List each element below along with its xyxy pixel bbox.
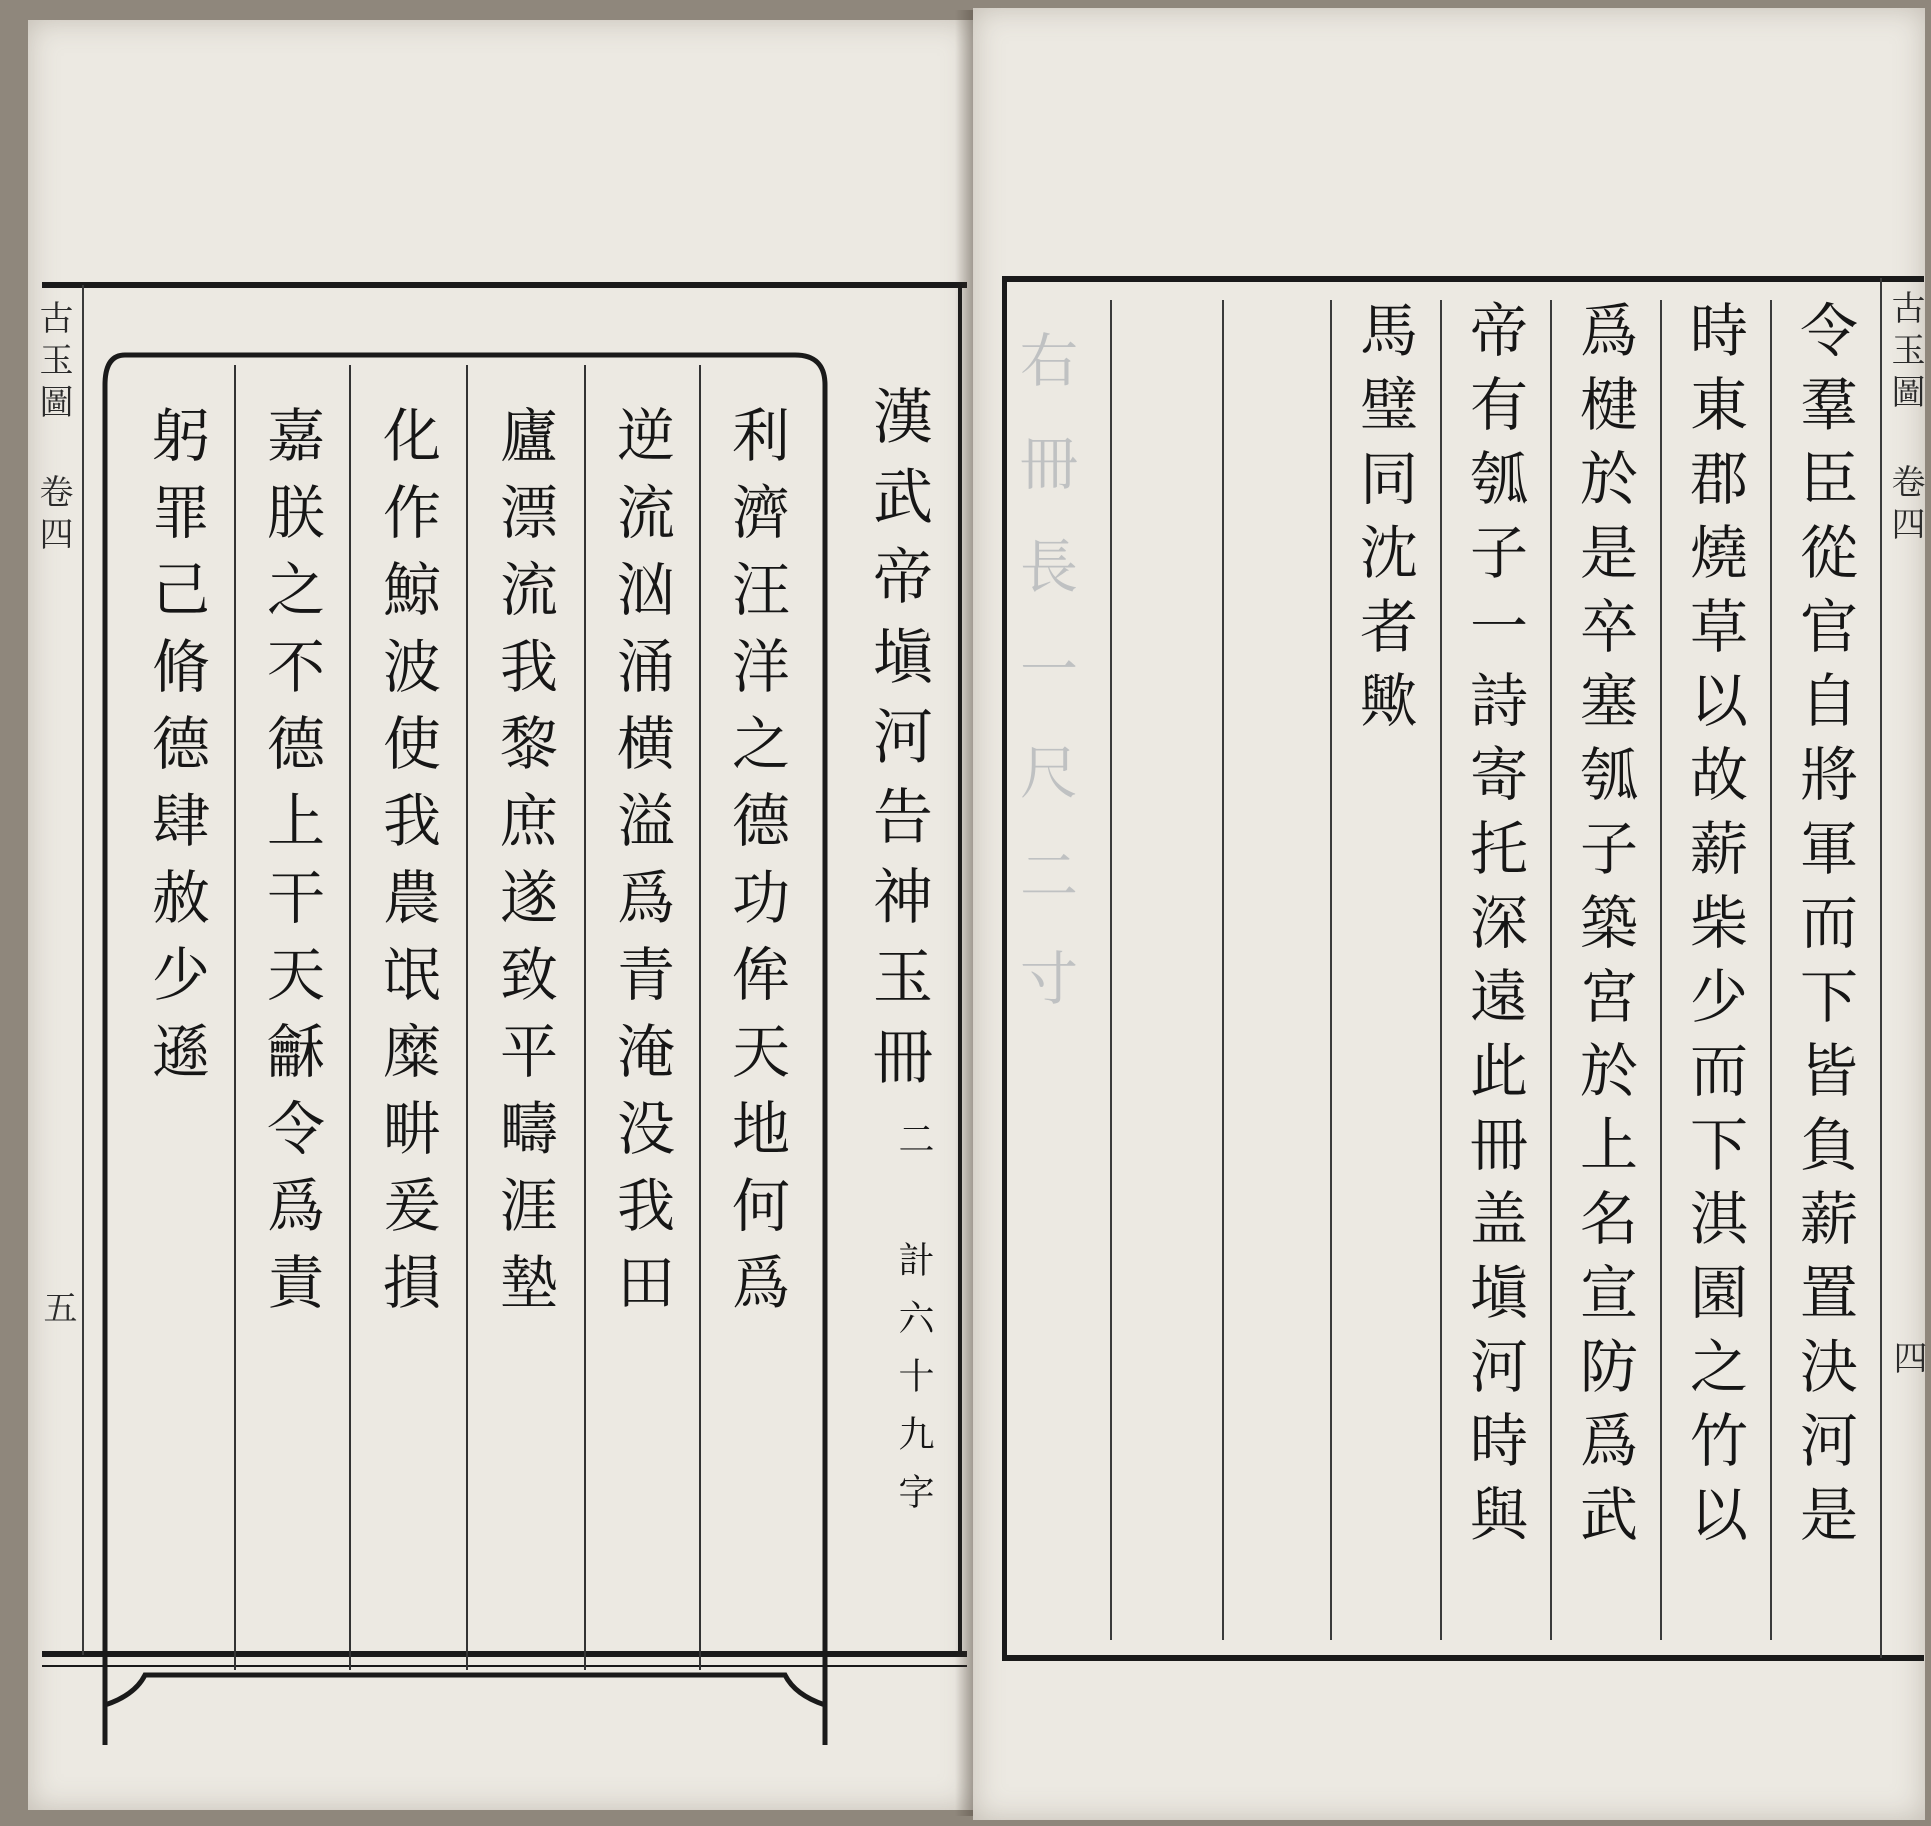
right-column-divider: [1770, 300, 1772, 1640]
character-count-note: 二 計六十九字: [893, 1120, 934, 1531]
tablet-column-2: 逆流汹涌横溢爲青淹没我田: [607, 405, 675, 1329]
bleed-through-text: 右冊長一尺二寸: [1010, 330, 1078, 1051]
right-column-divider: [1550, 300, 1552, 1640]
right-top-rule: [1002, 276, 1924, 282]
left-folio: 五: [37, 1290, 77, 1332]
right-bottom-rule: [1002, 1655, 1924, 1661]
left-top-rule: [42, 282, 967, 288]
inscription-title: 漢武帝塡河告神玉冊: [863, 385, 933, 1105]
right-column-4: 帝有瓠子一詩寄托深遠此冊盖塡河時與: [1460, 300, 1528, 1558]
right-column-5: 馬璧同沈者歟: [1350, 300, 1418, 744]
left-margin-line: [82, 285, 84, 1655]
left-margin-label: 古玉圖 卷四: [33, 300, 73, 558]
tablet-column-6: 躬罪己脩德肆赦少遜: [142, 405, 210, 1098]
right-column-divider: [1222, 300, 1224, 1640]
tablet-column-3: 廬漂流我黎庶遂致平疇涯墊: [490, 405, 558, 1329]
right-margin-line: [1880, 278, 1882, 1658]
tablet-column-1: 利濟汪洋之德功侔天地何爲: [722, 405, 790, 1329]
right-margin-label: 古玉圖 卷四: [1885, 290, 1925, 548]
right-column-divider: [1440, 300, 1442, 1640]
tablet-column-5: 嘉朕之不德上干天龢令爲責: [257, 405, 325, 1329]
tablet-column-4: 化作鯨波使我農氓糜畊爰損: [373, 405, 441, 1329]
right-column-divider: [1330, 300, 1332, 1640]
right-folio: 四: [1887, 1340, 1927, 1382]
right-column-divider: [1110, 300, 1112, 1640]
right-column-divider: [1660, 300, 1662, 1640]
right-column-3: 爲楗於是卒塞瓠子築宮於上名宣防爲武: [1570, 300, 1638, 1558]
right-column-2: 時東郡燒草以故薪柴少而下淇園之竹以: [1680, 300, 1748, 1558]
right-column-1: 令羣臣從官自將軍而下皆負薪置決河是: [1790, 300, 1858, 1558]
right-outer-edge: [1002, 278, 1007, 1658]
